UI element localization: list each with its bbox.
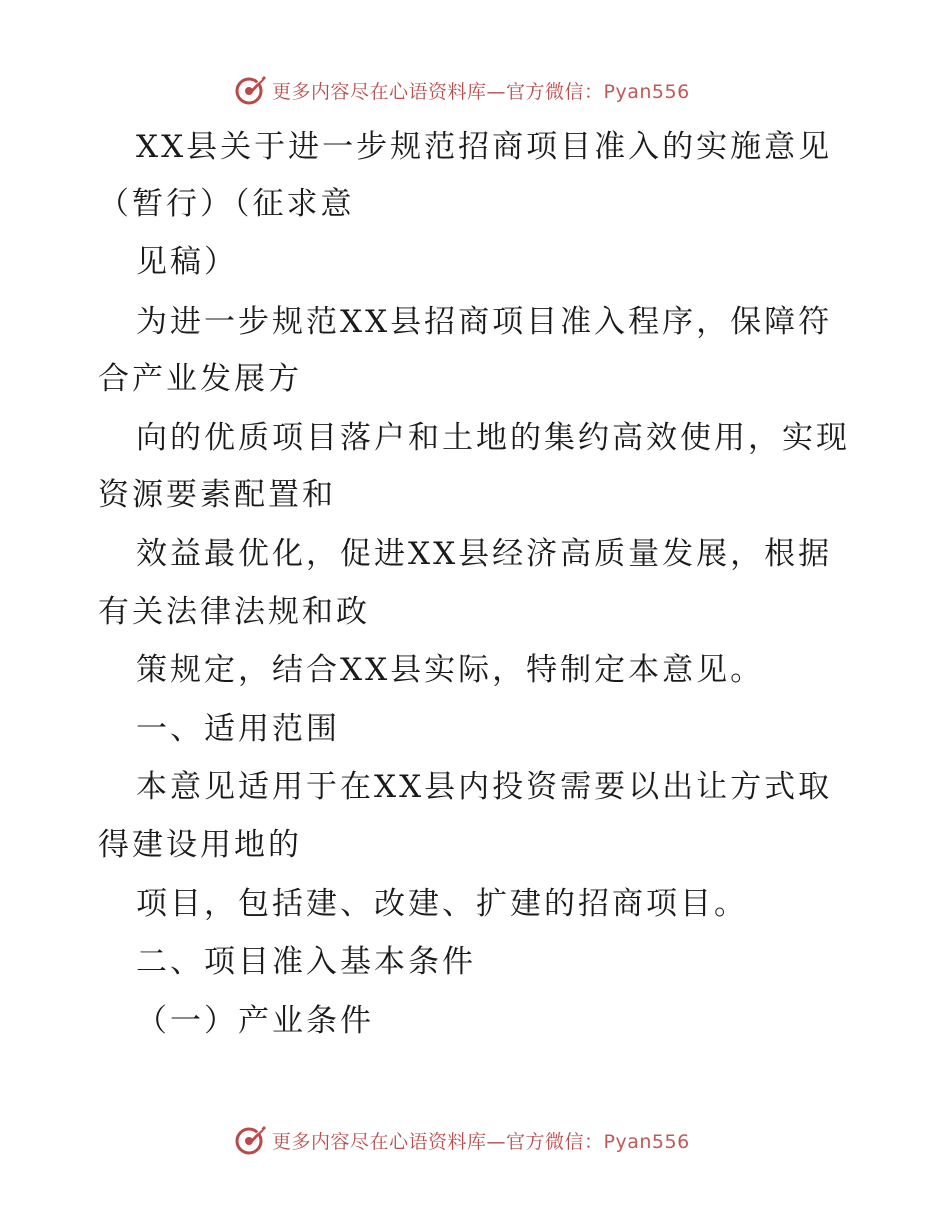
section-heading: 一、适用范围 <box>136 711 340 747</box>
watermark-text: 更多内容尽在心语资料库—官方微信：Pyan556 <box>272 80 690 103</box>
paragraph-line: 效益最优化，促进XX县经济高质量发展，根据 <box>136 536 833 572</box>
paragraph-line: 项目，包括建、改建、扩建的招商项目。 <box>136 886 748 922</box>
paragraph-line: 有关法律法规和政 <box>98 594 370 630</box>
quill-logo-icon <box>234 73 268 107</box>
watermark-footer <box>234 1122 690 1158</box>
paragraph-line: 资源要素配置和 <box>98 477 336 513</box>
paragraph-line: 本意见适用于在XX县内投资需要以出让方式取 <box>136 769 833 805</box>
doc-title-line: XX县关于进一步规范招商项目准入的实施意见 <box>136 129 833 165</box>
paragraph-line: 合产业发展方 <box>98 361 302 397</box>
section-heading: 二、项目准入基本条件 <box>136 944 476 980</box>
watermark-text: 更多内容尽在心语资料库—官方微信：Pyan556 <box>272 1130 690 1153</box>
paragraph-line: 为进一步规范XX县招商项目准入程序，保障符 <box>136 304 833 340</box>
subsection-heading: （一）产业条件 <box>136 1003 374 1039</box>
paragraph-line: 向的优质项目落户和土地的集约高效使用，实现 <box>136 420 850 456</box>
watermark-header <box>234 72 690 108</box>
quill-logo-icon <box>234 1123 268 1157</box>
paragraph-line: 得建设用地的 <box>98 827 302 863</box>
doc-title-line: 见稿） <box>136 244 238 280</box>
doc-title-line: （暂行）（征求意 <box>98 186 355 222</box>
paragraph-line: 策规定，结合XX县实际，特制定本意见。 <box>136 652 765 688</box>
